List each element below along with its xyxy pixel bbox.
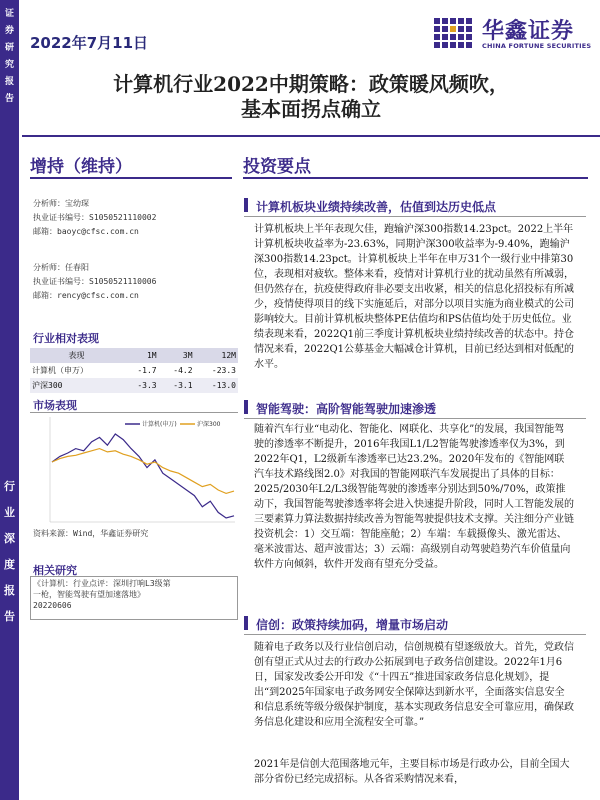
related-line: 一枪，智能驾驶有望加速落地》 [33,590,145,599]
side-char: 研 [4,43,14,53]
invest-underline [243,177,588,179]
side-char: 报 [4,584,15,597]
brand-name-en: CHINA FORTUNE SECURITIES [482,42,592,50]
side-char: 深 [4,532,15,545]
section-text-3: 随着电子政务以及行业信创启动，信创规模有望逐级放大。首先，党政信创有望正式从过去的行政办公拓展到电子政务信创建设。2022年1月6日，国家发改委公开印发《“十四五”推进国家政务信息化规划》，提出“到2025年国家电子政务网安全保障达到新水平，全面落实信息安全和信息系统等级分级保护制度，基本实现政务信息安全可靠应用，确保政务信息化建设和应用全流程安全可靠。” [254,642,574,728]
table-cell: -23.3 [211,366,236,375]
analyst-email[interactable]: 邮箱：baoyc@cfsc.com.cn [33,227,139,236]
related-heading: 相关研究 [33,564,77,577]
side-char: 告 [4,610,15,623]
side-strip [0,0,19,800]
related-list[interactable] [33,578,171,611]
section-title: 智能驾驶：高阶智能驾驶加速渗透 [256,402,437,416]
section-text-1: 计算机板块上半年表现欠佳，跑输沪深300指数14.23pct。2022上半年计算机板块收益率为-23.63%，同期沪深300收益率为-9.40%，跑输沪深300指数14.23pct。计算机板块上半年在申万31个一级行业中排第30位，表现相对疲软。整体来看，疫情对计算机行业的扰动虽然有所减弱，但仍然存在，抗疫使得政府非必要支出收紧，相关的信息化招投标有所减少，疫情使得项目的线下实施延后，对部分以项目实施为商业模式的公司影响较大。目前计算机板块整体PE估值均和PS估值均处于历史低位。业绩表现来看，2022Q1前三季度计算机板块业绩持续改善的状态中。持仓情况来看，2022Q1公募基金大幅减仓计算机，目前已经达到相对低配的水平。 [254,224,575,370]
series-line [52,449,234,494]
table-header: 3M [159,348,195,363]
related-date: 20220606 [33,601,72,610]
market-chart [30,412,238,532]
table-cell: -1.7 [137,366,157,375]
table-cell: -3.1 [159,378,195,393]
perf-heading: 行业相对表现 [33,332,99,345]
brand-name: 华鑫证券 [482,19,575,44]
section-marker [244,400,248,414]
side-label-mid [0,474,19,630]
related-line: 《计算机：行业点评：深圳打响L3级第 [33,579,171,588]
invest-heading: 投资要点 [243,157,311,177]
table-cell: -4.2 [173,366,193,375]
title-divider [22,135,600,137]
side-char: 究 [4,60,14,70]
rating-label: 增持（维持） [30,157,132,177]
table-cell: -3.3 [123,378,159,393]
series-line [52,434,234,518]
tail-text: 2021年是信创大范围落地元年，主要目标市场是行政办公，目前全国大部分省份已经完成招标。从各省采购情况来看， [254,759,570,785]
table-header: 表现 [30,348,123,363]
report-title-line1: 计算机行业2022中期策略：政策暖风频吹， [113,72,509,96]
brand-logo-icon [432,16,476,52]
market-heading: 市场表现 [33,399,77,412]
side-char: 报 [4,77,14,87]
side-char: 度 [4,558,15,571]
analyst-cert: 执业证书编号：S1050521110002 [33,213,157,222]
side-char: 告 [4,94,14,104]
section-text-2: 随着汽车行业“电动化、智能化、网联化、共享化”的发展，我国智能驾驶的渗透率不断提升，2016年我国L1/L2智能驾驶渗透率仅为3%，到2022年Q1，L2级新车渗透率已达23.2%。2020年发布的《智能网联汽车技术路线图2.0》对我国的智能网联汽车发展提出了具体的目标：2025/2030年L2/L3级智能驾驶的渗透率分别达到50%/70%，政策推动下，我国智能驾驶渗透率将会进入快速提升阶段，同时人工智能发展的三要素算力算法数据持续改善为智能驾驶提供技术支撑。关注细分产业链投资机会：1）交互端：智能座舱；2）车端：车载摄像头、激光雷达、毫米波雷达、超声波雷达；3）云端：高级别自动驾驶趋势汽车价值量向软件方向倾斜，软件开发商有望充分受益。 [254,424,574,570]
rating-underline [30,177,232,179]
analyst-email[interactable]: 邮箱：rency@cfsc.com.cn [33,291,139,300]
side-char: 券 [4,26,14,36]
table-row [30,378,238,393]
section-rule [244,216,586,217]
perf-table [30,348,238,393]
analyst-cert: 执业证书编号：S1050521110006 [33,277,157,286]
section-marker [244,198,248,212]
section-heading-3 [244,614,586,632]
legend-series-2: 沪深300 [197,421,221,428]
side-char: 证 [4,9,14,19]
side-char: 业 [4,506,15,519]
analyst-block-2 [33,261,156,303]
section-title: 信创：政策持续加码，增量市场启动 [256,618,449,632]
side-label-top [0,6,19,108]
chart-source: 资料来源：Wind，华鑫证券研究 [33,529,149,538]
section-rule [244,634,586,635]
section-marker [244,616,248,630]
table-header: 12M [195,348,238,363]
section-title: 计算机板块业绩持续改善，估值到达历史低点 [256,200,497,214]
analyst-name: 分析师：宝幼琛 [33,199,89,208]
analyst-name: 分析师：任春阳 [33,263,89,272]
report-date: 2022年7月11日 [30,34,149,52]
table-cell: -13.0 [195,378,238,393]
section-rule [244,418,586,419]
table-header: 1M [123,348,159,363]
analyst-block-1 [33,197,156,239]
section-heading-2 [244,398,586,416]
table-cell: 沪深300 [30,378,123,393]
section-heading-1 [244,196,586,214]
table-header-row [30,348,238,363]
report-title-line2: 基本面拐点确立 [241,97,381,121]
table-row [30,363,238,378]
side-char: 行 [4,480,15,493]
table-cell: 计算机（申万） [32,366,88,375]
legend-series-1: 计算机(申万) [142,421,177,428]
